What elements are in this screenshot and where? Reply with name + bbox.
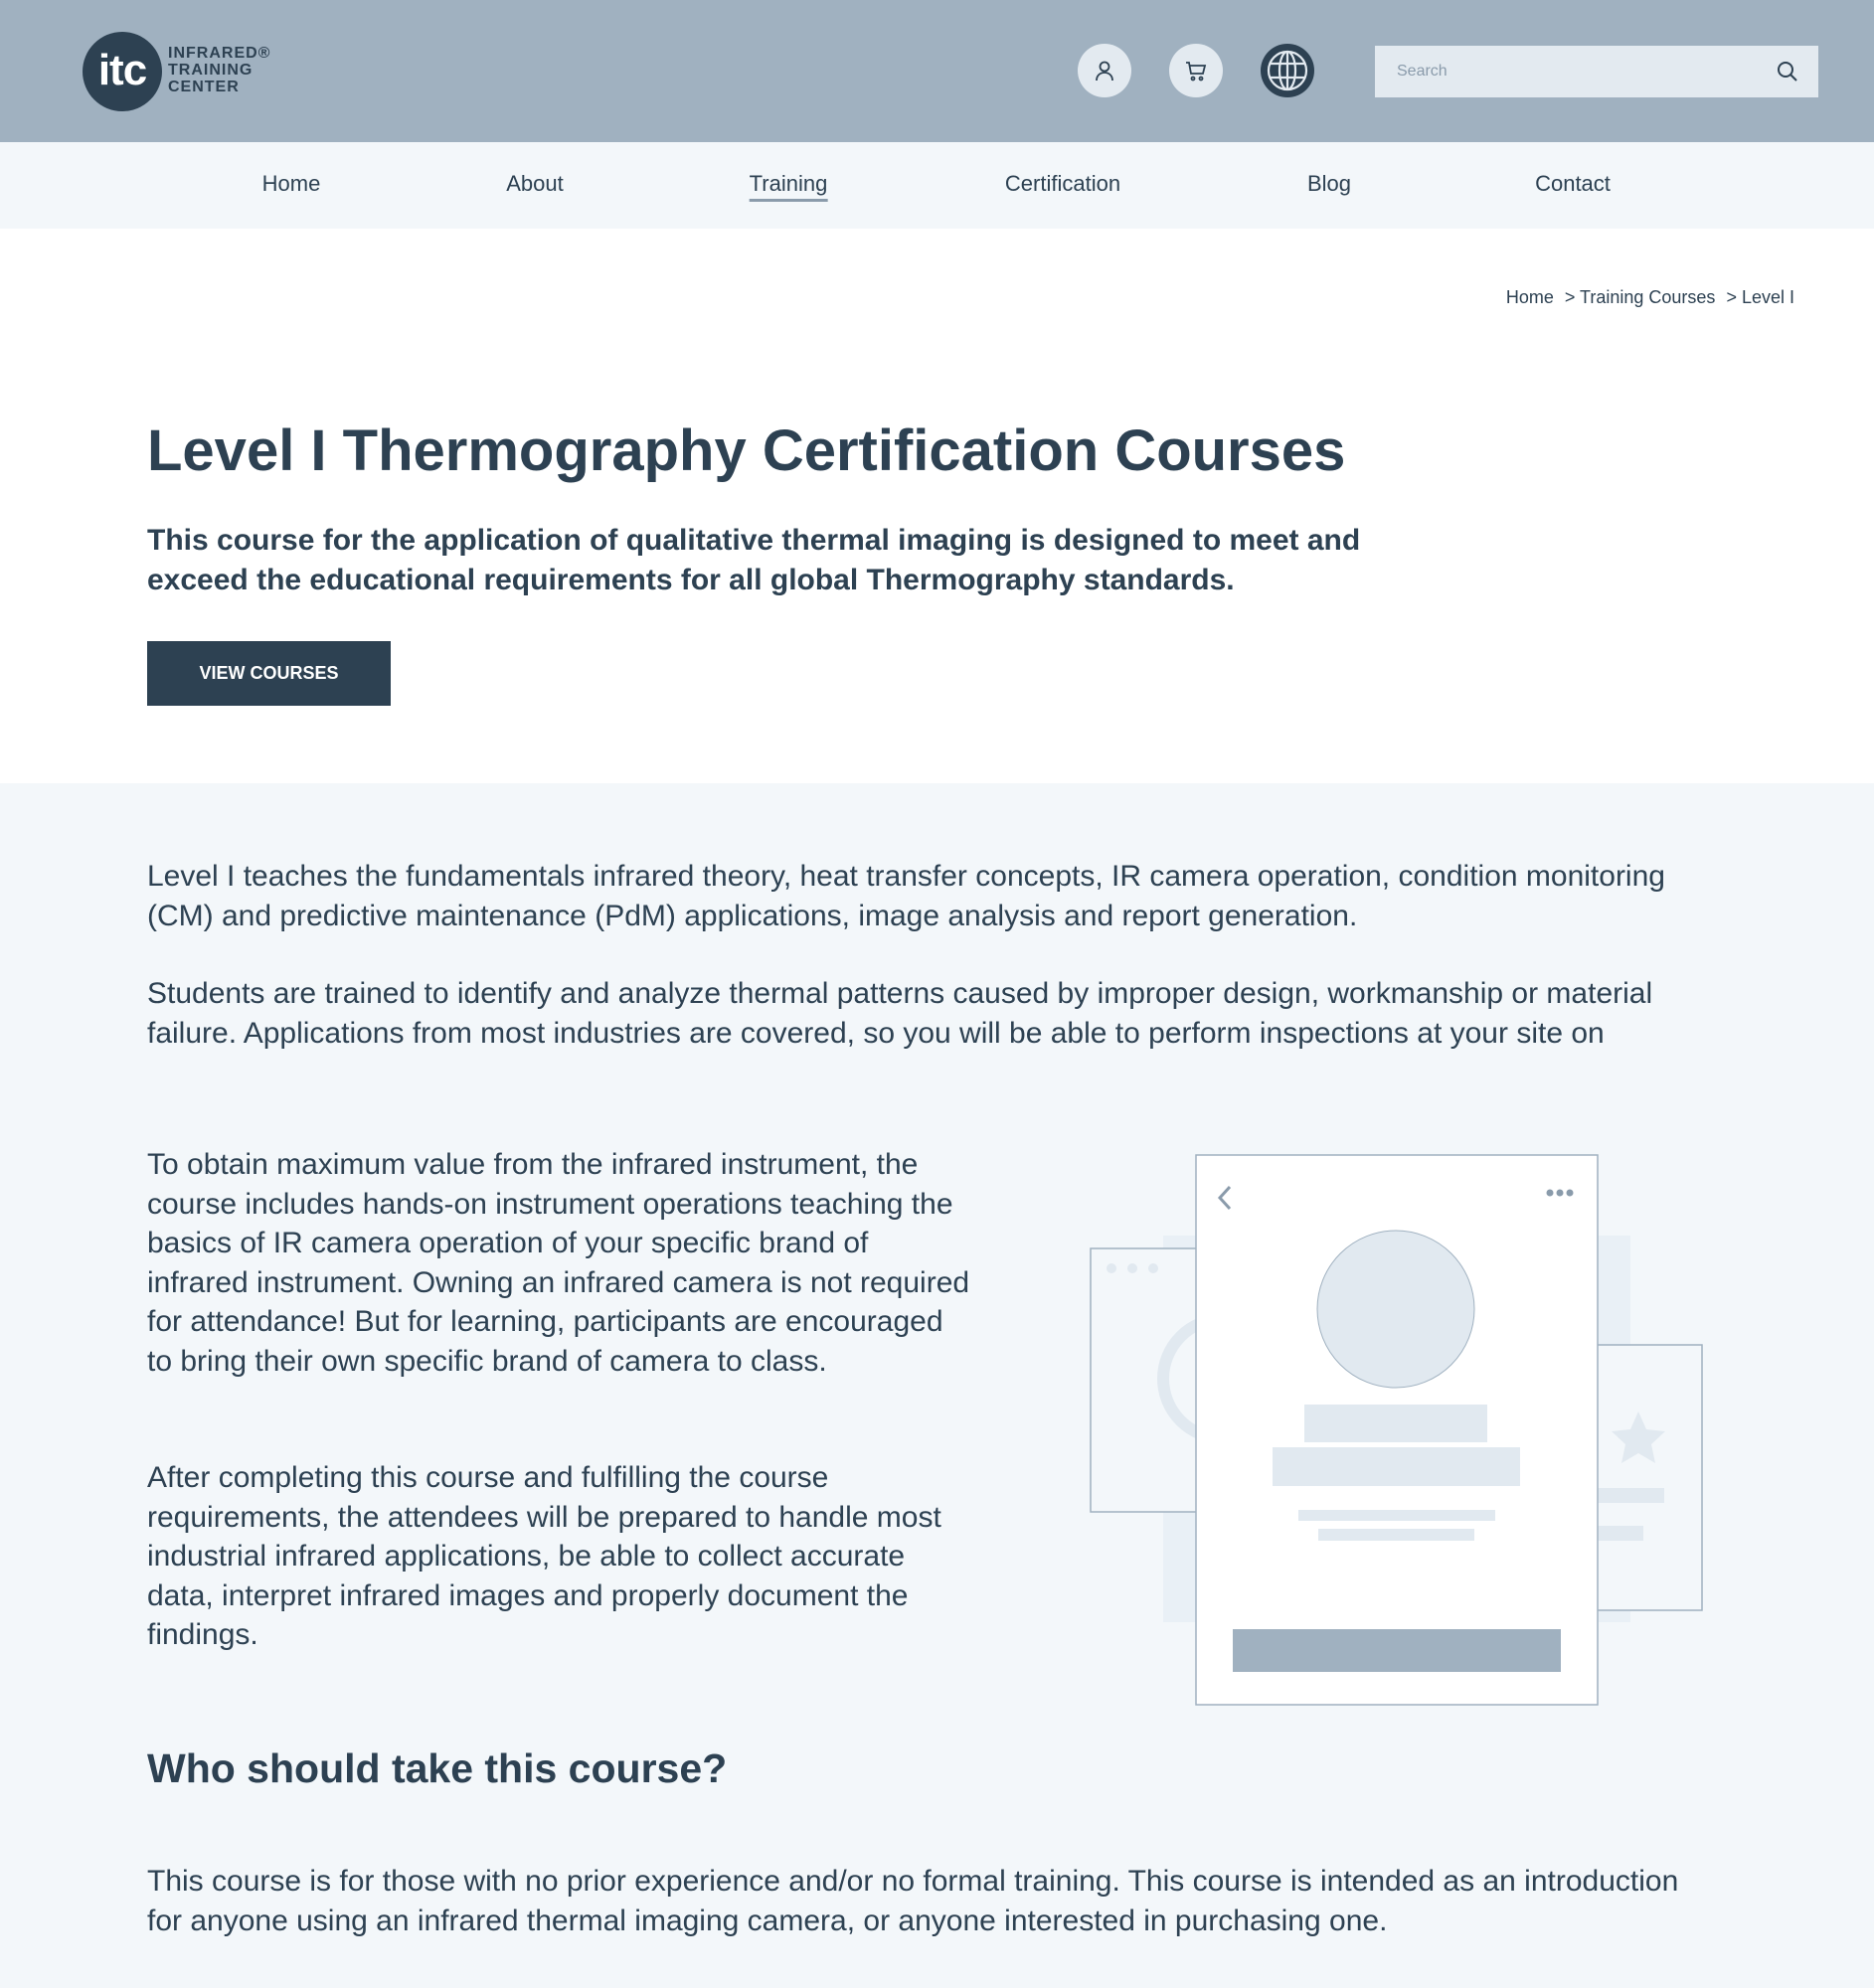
more-dots-icon <box>1547 1190 1574 1197</box>
search-input[interactable] <box>1395 62 1777 82</box>
instrument-paragraph: To obtain maximum value from the infrared instrument, the course includes hands-on instrument operations teaching the basics of IR camera operation of your specific brand of infrared instrument. Owning an infrared camera is not required for attendance! But for learning, participants are encouraged to bring their own specific brand of camera to class. <box>147 1148 970 1378</box>
nav-blog[interactable]: Blog <box>1306 171 1352 196</box>
cart-icon <box>1184 59 1208 83</box>
students-paragraph: Students are trained to identify and analyze thermal patterns caused by improper design, workmanship or material failure. Applications from most industries are covered, so you will be able to perform inspections at your site on <box>147 977 1653 1050</box>
hero-subtitle: This course for the application of qualitative thermal imaging is designed to meet and exceed the educational requirements for all global Thermography standards. <box>147 524 1361 596</box>
logo-line: CENTER <box>168 79 240 95</box>
cart-button[interactable] <box>1169 44 1223 97</box>
search-icon[interactable] <box>1777 61 1798 83</box>
breadcrumb-home[interactable]: Home <box>1505 287 1554 307</box>
nav-certification[interactable]: Certification <box>1004 171 1121 196</box>
logo-line: INFRARED® <box>168 45 271 62</box>
nav-training[interactable]: Training <box>750 171 828 202</box>
view-courses-button[interactable]: VIEW COURSES <box>147 641 391 706</box>
who-heading: Who should take this course? <box>147 1745 728 1791</box>
nav-home[interactable]: Home <box>261 171 321 196</box>
account-button[interactable] <box>1078 44 1131 97</box>
page-title: Level I Thermography Certification Courses <box>147 418 1346 483</box>
breadcrumb-training-courses[interactable]: > Training Courses <box>1564 287 1716 307</box>
breadcrumb-level-i: > Level I <box>1726 287 1794 307</box>
nav-contact[interactable]: Contact <box>1535 171 1611 196</box>
phone-card <box>1196 1155 1598 1705</box>
globe-icon <box>1265 48 1310 93</box>
language-button[interactable] <box>1261 44 1314 97</box>
who-paragraph: This course is for those with no prior experience and/or no formal training. This course is intended as an introduction for anyone using an infrared thermal imaging camera, or anyone interested in purchasing one. <box>147 1865 1679 1937</box>
user-icon <box>1094 60 1115 82</box>
completion-paragraph: After completing this course and fulfilling the course requirements, the attendees will be prepared to handle most industrial infrared applications, be able to collect accurate data, interpret infrared images and properly document the findings. <box>147 1461 941 1651</box>
logo[interactable]: itc <box>83 32 162 111</box>
intro-paragraph: Level I teaches the fundamentals infrared theory, heat transfer concepts, IR camera operation, condition monitoring (CM) and predictive maintenance (PdM) applications, image analysis and report generation. <box>147 860 1665 932</box>
logo-line: TRAINING <box>168 62 254 79</box>
search-box <box>1375 46 1818 97</box>
course-illustration <box>1084 1143 1720 1720</box>
nav-about[interactable]: About <box>506 171 564 196</box>
breadcrumb <box>1500 287 1794 308</box>
logo-text <box>168 45 270 95</box>
